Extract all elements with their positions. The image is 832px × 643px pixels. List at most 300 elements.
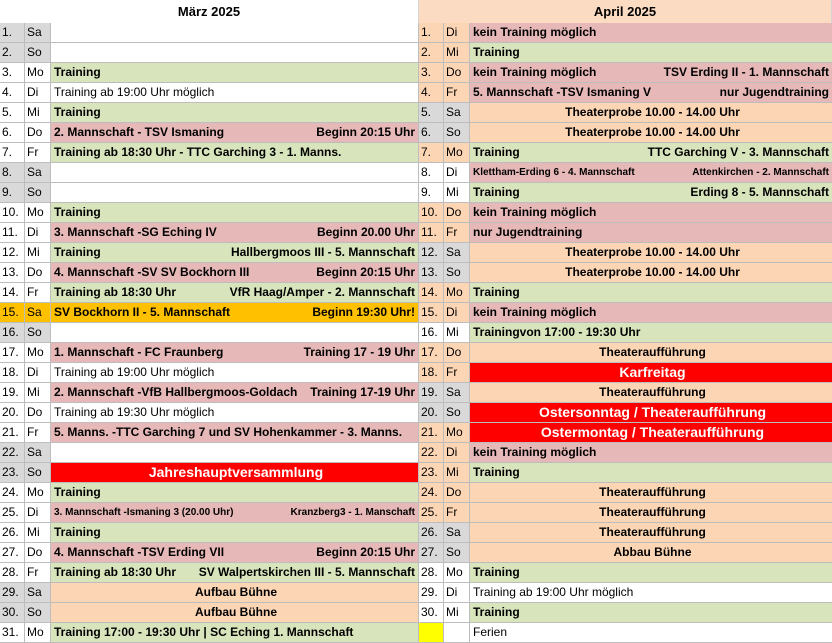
day-number-cell[interactable]: 12.: [0, 243, 25, 262]
weekday-cell[interactable]: Sa: [25, 23, 51, 42]
entry-cell[interactable]: [470, 143, 832, 162]
march-row: [0, 483, 419, 503]
entry-detail-text: Beginn 20:15 Uhr: [316, 125, 415, 139]
day-number-cell[interactable]: 5.: [0, 103, 25, 122]
entry-cell[interactable]: [51, 263, 419, 282]
weekday-cell[interactable]: Fr: [25, 563, 51, 582]
weekday-cell[interactable]: So: [444, 543, 470, 562]
day-number-cell[interactable]: 14.: [419, 283, 444, 302]
april-row: [419, 183, 832, 203]
march-row: [0, 123, 419, 143]
entry-centered-text: Theateraufführung: [599, 345, 706, 359]
weekday-cell[interactable]: So: [25, 463, 51, 482]
day-number-cell[interactable]: 7.: [419, 143, 444, 162]
april-row: [419, 323, 832, 343]
april-row: [419, 123, 832, 143]
day-number-cell[interactable]: 18.: [0, 363, 25, 382]
entry-cell[interactable]: [470, 283, 832, 302]
entry-detail-text: Beginn 19:30 Uhr!: [312, 305, 415, 319]
entry-cell[interactable]: [51, 123, 419, 142]
day-number-cell[interactable]: 10.: [419, 203, 444, 222]
day-number-cell[interactable]: 11.: [0, 223, 25, 242]
entry-text: Training ab 19:00 Uhr möglich: [473, 585, 634, 599]
entry-cell[interactable]: [470, 483, 832, 502]
entry-centered-text: Aufbau Bühne: [195, 585, 277, 599]
weekday-cell[interactable]: Fr: [444, 503, 470, 522]
entry-centered-text: Theateraufführung: [599, 525, 706, 539]
entry-cell[interactable]: [51, 323, 419, 342]
april-row: [419, 243, 832, 263]
entry-cell[interactable]: [51, 363, 419, 382]
march-row: [0, 103, 419, 123]
entry-cell[interactable]: [51, 103, 419, 122]
day-number-cell[interactable]: 9.: [0, 183, 25, 202]
day-number-cell[interactable]: 13.: [419, 263, 444, 282]
day-number-cell[interactable]: 30.: [419, 603, 444, 622]
entry-cell[interactable]: [470, 623, 832, 642]
day-number-cell[interactable]: 6.: [0, 123, 25, 142]
march-row: [0, 383, 419, 403]
entry-cell[interactable]: [470, 103, 832, 122]
entry-text: Training ab 19:30 Uhr möglich: [54, 405, 215, 419]
entry-centered-text: Theaterprobe 10.00 - 14.00 Uhr: [565, 245, 740, 259]
entry-cell[interactable]: [470, 583, 832, 602]
entry-cell[interactable]: [470, 123, 832, 142]
weekday-cell[interactable]: Di: [444, 443, 470, 462]
entry-centered-text: Karfreitag: [619, 364, 686, 380]
entry-text: 2. Mannschaft - TSV Ismaning: [54, 125, 225, 139]
entry-cell[interactable]: [470, 43, 832, 62]
day-number-cell[interactable]: 17.: [0, 343, 25, 362]
weekday-cell[interactable]: Mi: [444, 323, 470, 342]
entry-cell[interactable]: [470, 523, 832, 542]
entry-cell[interactable]: [470, 163, 832, 182]
weekday-cell[interactable]: Do: [444, 483, 470, 502]
weekday-cell[interactable]: So: [25, 183, 51, 202]
march-row: [0, 283, 419, 303]
entry-detail-text: Training 17-19 Uhr: [310, 385, 415, 399]
entry-detail-text: Beginn 20:15 Uhr: [316, 545, 415, 559]
day-number-cell[interactable]: 13.: [0, 263, 25, 282]
march-row: [0, 443, 419, 463]
weekday-cell[interactable]: Mo: [444, 563, 470, 582]
entry-cell[interactable]: [51, 43, 419, 62]
entry-text: Ferien: [473, 625, 508, 639]
weekday-cell[interactable]: Do: [444, 343, 470, 362]
entry-cell[interactable]: [51, 83, 419, 102]
entry-text: kein Training möglich: [473, 305, 597, 319]
weekday-cell[interactable]: Fr: [444, 223, 470, 242]
entry-cell[interactable]: [51, 163, 419, 182]
entry-cell[interactable]: [51, 183, 419, 202]
entry-detail-text: Hallbergmoos III - 5. Mannschaft: [230, 245, 415, 259]
day-number-cell[interactable]: 25.: [0, 503, 25, 522]
entry-cell[interactable]: [51, 283, 419, 302]
entry-text: Training: [473, 145, 520, 159]
entry-text: 3. Mannschaft -SG Eching IV: [54, 225, 217, 239]
april-row: [419, 383, 832, 403]
day-number-cell[interactable]: 16.: [0, 323, 25, 342]
day-number-cell[interactable]: 25.: [419, 503, 444, 522]
weekday-cell[interactable]: Sa: [444, 103, 470, 122]
weekday-cell[interactable]: Di: [25, 363, 51, 382]
march-row: [0, 563, 419, 583]
day-number-cell[interactable]: 2.: [419, 43, 444, 62]
entry-cell[interactable]: [51, 243, 419, 262]
weekday-cell[interactable]: Mi: [25, 103, 51, 122]
entry-text: nur Jugendtraining: [473, 225, 583, 239]
entry-cell[interactable]: [51, 143, 419, 162]
entry-cell[interactable]: [51, 443, 419, 462]
entry-text: kein Training möglich: [473, 205, 597, 219]
entry-text: SV Bockhorn II - 5. Mannschaft: [54, 305, 231, 319]
april-header[interactable]: April 2025: [419, 0, 832, 23]
entry-cell[interactable]: [470, 243, 832, 262]
day-number-cell[interactable]: 9.: [419, 183, 444, 202]
weekday-cell[interactable]: Mi: [25, 383, 51, 402]
weekday-cell[interactable]: Mi: [444, 43, 470, 62]
weekday-cell[interactable]: Di: [444, 23, 470, 42]
entry-text: Training: [473, 605, 520, 619]
entry-centered-text: Theateraufführung: [599, 505, 706, 519]
april-row: [419, 143, 832, 163]
day-number-cell[interactable]: 28.: [0, 563, 25, 582]
weekday-cell[interactable]: [444, 623, 470, 642]
entry-text: Training ab 18:30 Uhr: [54, 565, 177, 579]
entry-text: Training ab 18:30 Uhr - TTC Garching 3 - 1. Manns.: [54, 145, 342, 159]
april-rows: [419, 23, 832, 643]
day-number-cell[interactable]: 1.: [0, 23, 25, 42]
weekday-cell[interactable]: Do: [25, 263, 51, 282]
april-row: [419, 583, 832, 603]
entry-detail-text: SV Walpertskirchen III - 5. Mannschaft: [198, 565, 415, 579]
april-row: [419, 83, 832, 103]
weekday-cell[interactable]: Sa: [25, 443, 51, 462]
march-row: [0, 343, 419, 363]
day-number-cell[interactable]: 19.: [0, 383, 25, 402]
entry-text: 4. Mannschaft -TSV Erding VII: [54, 545, 225, 559]
entry-text: 4. Mannschaft -SV SV Bockhorn III: [54, 265, 250, 279]
weekday-cell[interactable]: So: [25, 603, 51, 622]
weekday-cell[interactable]: Fr: [444, 83, 470, 102]
april-row: [419, 463, 832, 483]
entry-cell[interactable]: [51, 423, 419, 442]
entry-text: Training: [54, 105, 101, 119]
entry-cell[interactable]: [470, 563, 832, 582]
day-number-cell[interactable]: 10.: [0, 203, 25, 222]
day-number-cell[interactable]: 26.: [419, 523, 444, 542]
entry-cell[interactable]: [470, 363, 832, 382]
weekday-cell[interactable]: So: [25, 43, 51, 62]
day-number-cell[interactable]: 27.: [419, 543, 444, 562]
weekday-cell[interactable]: Di: [444, 303, 470, 322]
march-row: [0, 43, 419, 63]
day-number-cell[interactable]: 14.: [0, 283, 25, 302]
day-number-cell[interactable]: 29.: [419, 583, 444, 602]
entry-text: Klettham-Erding 6 - 4. Mannschaft: [473, 167, 635, 178]
entry-text: kein Training möglich: [473, 25, 597, 39]
april-row: [419, 523, 832, 543]
weekday-cell[interactable]: Fr: [444, 363, 470, 382]
day-number-cell[interactable]: 26.: [0, 523, 25, 542]
entry-cell[interactable]: [470, 203, 832, 222]
april-row: [419, 543, 832, 563]
entry-detail-text: Training 17 - 19 Uhr: [303, 345, 415, 359]
april-row: [419, 63, 832, 83]
day-number-cell[interactable]: 15.: [0, 303, 25, 322]
weekday-cell[interactable]: Mi: [25, 243, 51, 262]
entry-text: 5. Manns. -TTC Garching 7 und SV Hohenkammer - 3. Manns.: [54, 425, 403, 439]
march-row: [0, 143, 419, 163]
day-number-cell[interactable]: 20.: [0, 403, 25, 422]
entry-text: Trainingvon 17:00 - 19:30 Uhr: [473, 325, 641, 339]
entry-detail-text: Kranzberg3 - 1. Manschaft: [290, 507, 415, 518]
day-number-cell[interactable]: 11.: [419, 223, 444, 242]
day-number-cell[interactable]: 29.: [0, 583, 25, 602]
entry-cell[interactable]: [51, 63, 419, 82]
entry-centered-text: Jahreshauptversammlung: [148, 464, 324, 480]
day-number-cell[interactable]: 8.: [419, 163, 444, 182]
entry-text: Training: [54, 525, 101, 539]
weekday-cell[interactable]: So: [444, 403, 470, 422]
day-number-cell[interactable]: 1.: [419, 23, 444, 42]
march-row: [0, 423, 419, 443]
entry-cell[interactable]: [470, 603, 832, 622]
entry-cell[interactable]: [470, 423, 832, 442]
day-number-cell[interactable]: 21.: [0, 423, 25, 442]
april-row: [419, 303, 832, 323]
entry-cell[interactable]: [51, 603, 419, 622]
entry-text: 3. Mannschaft -Ismaning 3 (20.00 Uhr): [54, 507, 234, 518]
april-row: [419, 363, 832, 383]
april-row: [419, 283, 832, 303]
weekday-cell[interactable]: Do: [444, 203, 470, 222]
march-row: [0, 523, 419, 543]
march-row: [0, 23, 419, 43]
march-row: [0, 463, 419, 483]
entry-cell[interactable]: [51, 223, 419, 242]
entry-text: kein Training möglich: [473, 445, 597, 459]
entry-detail-text: Beginn 20:15 Uhr: [316, 265, 415, 279]
entry-cell[interactable]: [470, 23, 832, 42]
weekday-cell[interactable]: So: [25, 323, 51, 342]
march-row: [0, 163, 419, 183]
day-number-cell[interactable]: 27.: [0, 543, 25, 562]
entry-cell[interactable]: [470, 263, 832, 282]
march-row: [0, 223, 419, 243]
entry-detail-text: TTC Garching V - 3. Mannschaft: [647, 145, 829, 159]
entry-cell[interactable]: [51, 203, 419, 222]
weekday-cell[interactable]: Mo: [25, 63, 51, 82]
day-number-cell[interactable]: 21.: [419, 423, 444, 442]
entry-cell[interactable]: [470, 223, 832, 242]
entry-cell[interactable]: [470, 403, 832, 422]
weekday-cell[interactable]: Sa: [444, 523, 470, 542]
weekday-cell[interactable]: Mo: [444, 283, 470, 302]
weekday-cell[interactable]: Do: [25, 123, 51, 142]
day-number-cell[interactable]: 24.: [419, 483, 444, 502]
april-row: [419, 603, 832, 623]
march-row: [0, 203, 419, 223]
day-number-cell[interactable]: 3.: [0, 63, 25, 82]
march-row: [0, 403, 419, 423]
day-number-cell[interactable]: 23.: [419, 463, 444, 482]
day-number-cell[interactable]: [419, 623, 444, 642]
day-number-cell[interactable]: 17.: [419, 343, 444, 362]
april-row: [419, 443, 832, 463]
weekday-cell[interactable]: Do: [25, 403, 51, 422]
weekday-cell[interactable]: Di: [25, 223, 51, 242]
weekday-cell[interactable]: Sa: [25, 303, 51, 322]
day-number-cell[interactable]: 31.: [0, 623, 25, 642]
entry-cell[interactable]: [51, 523, 419, 542]
weekday-cell[interactable]: Sa: [25, 583, 51, 602]
entry-cell[interactable]: [470, 303, 832, 322]
entry-cell[interactable]: [51, 463, 419, 482]
april-row: [419, 503, 832, 523]
entry-detail-text: Erding 8 - 5. Mannschaft: [690, 185, 829, 199]
weekday-cell[interactable]: Mi: [25, 523, 51, 542]
day-number-cell[interactable]: 16.: [419, 323, 444, 342]
weekday-cell[interactable]: Mo: [25, 343, 51, 362]
march-row: [0, 363, 419, 383]
weekday-cell[interactable]: Mo: [444, 143, 470, 162]
entry-text: 2. Mannschaft -VfB Hallbergmoos-Goldach: [54, 385, 298, 399]
entry-detail-text: VfR Haag/Amper - 2. Mannschaft: [229, 285, 415, 299]
entry-cell[interactable]: [51, 503, 419, 522]
weekday-cell[interactable]: Sa: [444, 383, 470, 402]
day-number-cell[interactable]: 8.: [0, 163, 25, 182]
day-number-cell[interactable]: 19.: [419, 383, 444, 402]
weekday-cell[interactable]: So: [444, 123, 470, 142]
entry-cell[interactable]: [470, 343, 832, 362]
weekday-cell[interactable]: Di: [25, 503, 51, 522]
weekday-cell[interactable]: Mo: [444, 423, 470, 442]
entry-cell[interactable]: [470, 63, 832, 82]
day-number-cell[interactable]: 24.: [0, 483, 25, 502]
day-number-cell[interactable]: 15.: [419, 303, 444, 322]
weekday-cell[interactable]: Di: [25, 83, 51, 102]
weekday-cell[interactable]: Do: [444, 63, 470, 82]
entry-cell[interactable]: [470, 503, 832, 522]
march-row: [0, 63, 419, 83]
entry-text: Training: [473, 565, 520, 579]
april-row: [419, 623, 832, 643]
april-row: [419, 23, 832, 43]
weekday-cell[interactable]: Mi: [444, 463, 470, 482]
april-row: [419, 223, 832, 243]
weekday-cell[interactable]: Do: [25, 543, 51, 562]
weekday-cell[interactable]: Di: [444, 583, 470, 602]
march-row: [0, 603, 419, 623]
entry-cell[interactable]: [470, 443, 832, 462]
day-number-cell[interactable]: 20.: [419, 403, 444, 422]
weekday-cell[interactable]: Fr: [25, 143, 51, 162]
entry-cell[interactable]: [51, 343, 419, 362]
day-number-cell[interactable]: 30.: [0, 603, 25, 622]
entry-text: Training: [473, 285, 520, 299]
weekday-cell[interactable]: So: [444, 263, 470, 282]
entry-cell[interactable]: [470, 543, 832, 562]
entry-cell[interactable]: [51, 563, 419, 582]
entry-text: Training ab 18:30 Uhr: [54, 285, 177, 299]
day-number-cell[interactable]: 22.: [419, 443, 444, 462]
entry-centered-text: Theaterprobe 10.00 - 14.00 Uhr: [565, 265, 740, 279]
day-number-cell[interactable]: 18.: [419, 363, 444, 382]
entry-text: Training ab 19:00 Uhr möglich: [54, 85, 215, 99]
entry-text: 5. Mannschaft -TSV Ismaning V: [473, 85, 652, 99]
entry-cell[interactable]: [51, 303, 419, 322]
day-number-cell[interactable]: 7.: [0, 143, 25, 162]
entry-cell[interactable]: [470, 323, 832, 342]
weekday-cell[interactable]: Di: [444, 163, 470, 182]
april-row: [419, 483, 832, 503]
day-number-cell[interactable]: 4.: [419, 83, 444, 102]
entry-cell[interactable]: [51, 623, 419, 642]
entry-text: Training: [473, 45, 520, 59]
day-number-cell[interactable]: 3.: [419, 63, 444, 82]
weekday-cell[interactable]: Fr: [25, 283, 51, 302]
day-number-cell[interactable]: 12.: [419, 243, 444, 262]
weekday-cell[interactable]: Mi: [444, 603, 470, 622]
entry-detail-text: TSV Erding II - 1. Mannschaft: [663, 65, 829, 79]
weekday-cell[interactable]: Sa: [25, 163, 51, 182]
day-number-cell[interactable]: 23.: [0, 463, 25, 482]
march-row: [0, 263, 419, 283]
march-row: [0, 83, 419, 103]
day-number-cell[interactable]: 6.: [419, 123, 444, 142]
entry-cell[interactable]: [51, 543, 419, 562]
entry-centered-text: Theateraufführung: [599, 485, 706, 499]
march-row: [0, 503, 419, 523]
day-number-cell[interactable]: 5.: [419, 103, 444, 122]
entry-cell[interactable]: [51, 403, 419, 422]
entry-cell[interactable]: [470, 183, 832, 202]
entry-text: Training: [54, 245, 101, 259]
entry-cell[interactable]: [51, 483, 419, 502]
march-row: [0, 323, 419, 343]
entry-cell[interactable]: [51, 383, 419, 402]
entry-detail-text: Attenkirchen - 2. Mannschaft: [692, 167, 829, 178]
april-row: [419, 343, 832, 363]
entry-centered-text: Aufbau Bühne: [195, 605, 277, 619]
weekday-cell[interactable]: Mo: [25, 483, 51, 502]
weekday-cell[interactable]: Fr: [25, 423, 51, 442]
march-row: [0, 543, 419, 563]
day-number-cell[interactable]: 4.: [0, 83, 25, 102]
entry-cell[interactable]: [470, 383, 832, 402]
march-header[interactable]: März 2025: [0, 0, 419, 23]
day-number-cell[interactable]: 2.: [0, 43, 25, 62]
march-row: [0, 243, 419, 263]
day-number-cell[interactable]: 22.: [0, 443, 25, 462]
entry-text: Training ab 19:00 Uhr möglich: [54, 365, 215, 379]
entry-cell[interactable]: [51, 583, 419, 602]
weekday-cell[interactable]: Sa: [444, 243, 470, 262]
april-row: [419, 563, 832, 583]
weekday-cell[interactable]: Mi: [444, 183, 470, 202]
weekday-cell[interactable]: Mo: [25, 203, 51, 222]
entry-text: kein Training möglich: [473, 65, 597, 79]
weekday-cell[interactable]: Mo: [25, 623, 51, 642]
march-rows: [0, 23, 419, 643]
march-row: [0, 583, 419, 603]
entry-cell[interactable]: [470, 463, 832, 482]
april-row: [419, 163, 832, 183]
entry-cell[interactable]: [470, 83, 832, 102]
entry-cell[interactable]: [51, 23, 419, 42]
day-number-cell[interactable]: 28.: [419, 563, 444, 582]
